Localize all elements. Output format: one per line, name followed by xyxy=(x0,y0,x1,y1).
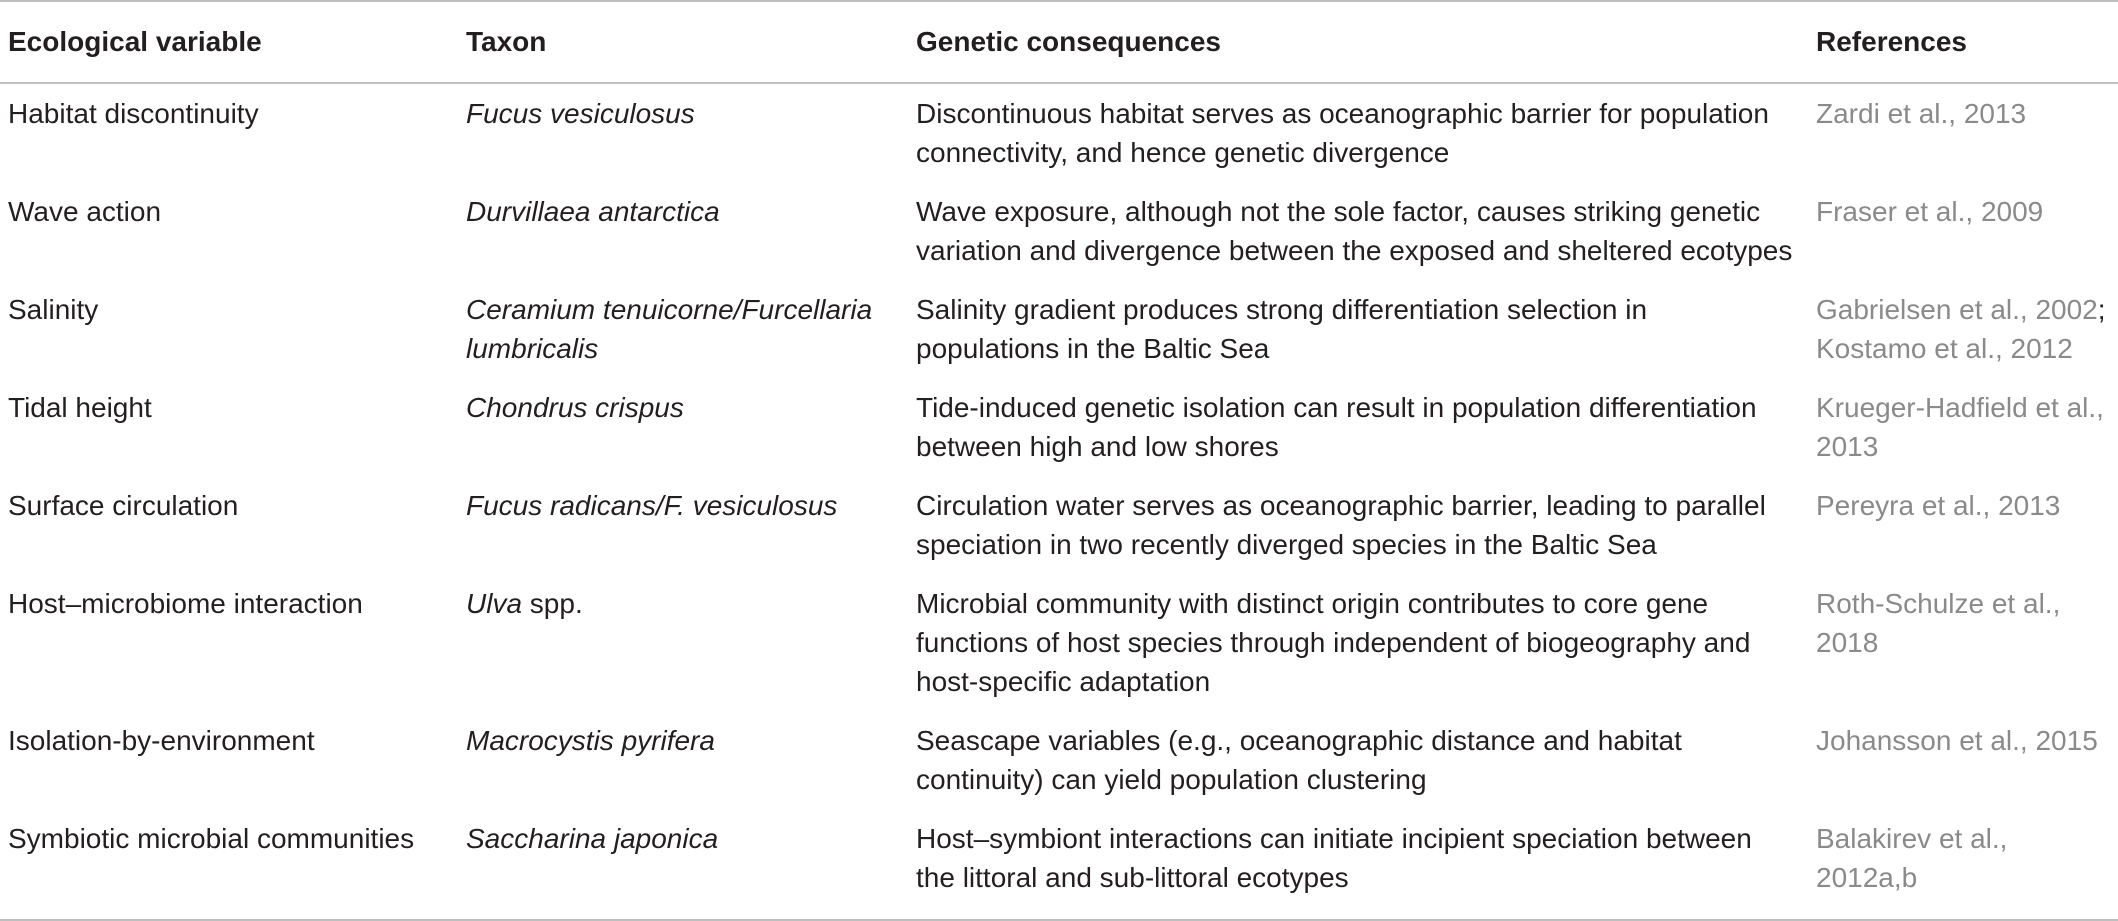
column-header-ecological-variable: Ecological variable xyxy=(0,1,458,83)
ecological-variable-cell: Host–microbiome interaction xyxy=(8,588,363,619)
ecological-variable-cell: Isolation-by-environment xyxy=(8,725,315,756)
taxon-cell: Ceramium tenuicorne/Furcellaria lumbricalis xyxy=(466,294,873,364)
reference-link[interactable]: Balakirev et al., 2012a,b xyxy=(1808,809,2118,920)
genetic-consequence-cell: Microbial community with distinct origin contributes to core gene functions of host species through independent of biogeography and host-specific adaptation xyxy=(916,588,1751,697)
genetic-consequence-cell: Salinity gradient produces strong differentiation selection in populations in the Baltic Sea xyxy=(916,294,1648,364)
ecological-variable-cell: Surface circulation xyxy=(8,490,239,521)
genetic-consequence-cell: Seascape variables (e.g., oceanographic distance and habitat continuity) can yield population clustering xyxy=(916,725,1682,795)
genetic-consequence-cell: Host–symbiont interactions can initiate incipient speciation between the littoral and sub-littoral ecotypes xyxy=(908,809,1808,920)
ecological-variable-cell: Symbiotic microbial communities xyxy=(0,809,458,920)
reference-link[interactable]: Krueger-Hadfield et al., 2013 xyxy=(1816,392,2104,462)
column-header-taxon: Taxon xyxy=(458,1,908,83)
table-row xyxy=(0,711,2118,809)
table-row xyxy=(0,809,2118,920)
taxon-cell: Fucus radicans/F. vesiculosus xyxy=(466,490,838,521)
taxon-suffix: spp. xyxy=(522,588,583,619)
table-row xyxy=(0,182,2118,280)
column-header-references: References xyxy=(1808,1,2118,83)
reference-link[interactable]: Gabrielsen et al., 2002 xyxy=(1816,294,2098,325)
reference-link[interactable]: Roth-Schulze et al., 2018 xyxy=(1816,588,2061,658)
genetic-consequence-cell: Wave exposure, although not the sole factor, causes striking genetic variation and divergence between the exposed and sheltered ecotypes xyxy=(916,196,1793,266)
reference-cell xyxy=(1808,280,2118,378)
taxon-cell: Fucus vesiculosus xyxy=(466,98,695,129)
table-row xyxy=(0,83,2118,182)
reference-link[interactable]: Johansson et al., 2015 xyxy=(1816,725,2098,756)
ecological-variable-cell: Salinity xyxy=(8,294,99,325)
taxon-cell xyxy=(458,574,908,711)
genetic-consequence-cell: Circulation water serves as oceanographic barrier, leading to parallel speciation in two recently diverged species in the Baltic Sea xyxy=(916,490,1766,560)
taxon-cell: Macrocystis pyrifera xyxy=(466,725,715,756)
table-row xyxy=(0,476,2118,574)
taxon-cell: Durvillaea antarctica xyxy=(466,196,720,227)
taxon-genus: Ulva xyxy=(466,588,523,619)
header-row xyxy=(0,1,2118,83)
reference-link[interactable]: Kostamo et al., 2012 xyxy=(1816,333,2073,364)
table-row xyxy=(0,574,2118,711)
reference-link[interactable]: Zardi et al., 2013 xyxy=(1816,98,2027,129)
table-header xyxy=(0,1,2118,83)
table-body xyxy=(0,83,2118,920)
reference-separator: ; xyxy=(2097,294,2106,325)
column-header-genetic-consequences: Genetic consequences xyxy=(908,1,1808,83)
reference-link[interactable]: Pereyra et al., 2013 xyxy=(1816,490,2061,521)
ecological-variable-cell: Habitat discontinuity xyxy=(8,98,259,129)
genetic-consequence-cell: Discontinuous habitat serves as oceanographic barrier for population connectivity, and hence genetic divergence xyxy=(916,98,1769,168)
genetic-consequence-cell: Tide-induced genetic isolation can result in population differentiation between high and low shores xyxy=(916,392,1757,462)
reference-link[interactable]: Fraser et al., 2009 xyxy=(1816,196,2044,227)
table-row xyxy=(0,280,2118,378)
ecological-variable-cell: Tidal height xyxy=(8,392,152,423)
taxon-cell: Chondrus crispus xyxy=(466,392,684,423)
table-row xyxy=(0,378,2118,476)
ecological-variable-cell: Wave action xyxy=(8,196,162,227)
taxon-cell: Saccharina japonica xyxy=(458,809,908,920)
